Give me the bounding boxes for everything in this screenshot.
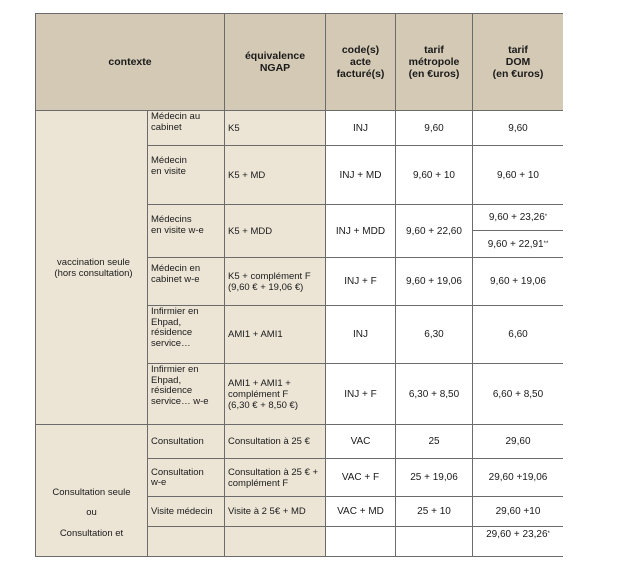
row-ngap <box>225 527 326 557</box>
row-tarif-metropole <box>396 527 473 557</box>
row-tarif-metropole: 9,60 + 19,06 <box>396 258 473 306</box>
row-code: INJ + F <box>326 258 396 306</box>
row-code: VAC + F <box>326 459 396 497</box>
row-ngap: K5 + complément F (9,60 € + 19,06 €) <box>225 258 326 306</box>
row-tarif-metropole: 6,30 <box>396 306 473 364</box>
row-ngap: AMI1 + AMI1 <box>225 306 326 364</box>
row-tarif-dom: 6,60 <box>473 306 564 364</box>
dom-tarif-a: 9,60 + 23,26 * <box>473 205 563 231</box>
row-tarif-metropole: 9,60 + 10 <box>396 146 473 205</box>
row-who: Médecin en visite <box>148 146 225 205</box>
header-contexte: contexte <box>36 14 225 111</box>
row-who: Infirmier en Ehpad, résidence service… <box>148 306 225 364</box>
tariff-table-frame <box>35 13 563 573</box>
row-ngap: Visite à 2 5€ + MD <box>225 497 326 527</box>
row-who: Visite médecin <box>148 497 225 527</box>
context-consultation: Consultation seule ou Consultation et <box>36 425 148 557</box>
row-code: INJ + F <box>326 364 396 425</box>
row-tarif-dom: 29,60 + 23,26* <box>473 527 564 557</box>
row-code: INJ + MDD <box>326 205 396 258</box>
row-code: INJ <box>326 306 396 364</box>
row-tarif-dom: 9,60 + 10 <box>473 146 564 205</box>
row-tarif-dom: 9,60 <box>473 111 564 146</box>
row-ngap: Consultation à 25 € <box>225 425 326 459</box>
row-code: INJ + MD <box>326 146 396 205</box>
header-row <box>36 14 564 111</box>
row-ngap: AMI1 + AMI1 + complément F (6,30 € + 8,50 €) <box>225 364 326 425</box>
row-code: INJ <box>326 111 396 146</box>
footnote-mark-single: * <box>547 531 550 537</box>
dom-tarif-b: 9,60 + 22,91 ** <box>487 238 549 250</box>
footnote-mark-double: ** <box>543 240 549 247</box>
header-code: code(s) acte facturé(s) <box>326 14 396 111</box>
row-tarif-metropole: 9,60 + 22,60 <box>396 205 473 258</box>
row-who: Médecins en visite w-e <box>148 205 225 258</box>
row-ngap: Consultation à 25 € + complément F <box>225 459 326 497</box>
row-tarif-metropole: 25 + 19,06 <box>396 459 473 497</box>
row-who: Consultation w-e <box>148 459 225 497</box>
header-equivalence: équivalence NGAP <box>225 14 326 111</box>
context-vaccination-seule: vaccination seule (hors consultation) <box>36 111 148 425</box>
row-who: Infirmier en Ehpad, résidence service… w-e <box>148 364 225 425</box>
row-ngap: K5 + MDD <box>225 205 326 258</box>
row-code: VAC + MD <box>326 497 396 527</box>
row-tarif-metropole: 9,60 <box>396 111 473 146</box>
row-who <box>148 527 225 557</box>
row-tarif-metropole: 6,30 + 8,50 <box>396 364 473 425</box>
row-who: Médecin au cabinet <box>148 111 225 146</box>
row-code <box>326 527 396 557</box>
row-tarif-metropole: 25 <box>396 425 473 459</box>
tariff-table <box>35 13 563 557</box>
row-tarif-dom: 9,60 + 19,06 <box>473 258 564 306</box>
header-tarif-metropole: tarif métropole (en €uros) <box>396 14 473 111</box>
footnote-mark-single: * <box>544 214 548 220</box>
row-who: Consultation <box>148 425 225 459</box>
row-ngap: K5 + MD <box>225 146 326 205</box>
row-tarif-metropole: 25 + 10 <box>396 497 473 527</box>
row-tarif-dom: 6,60 + 8,50 <box>473 364 564 425</box>
row-tarif-dom <box>473 205 564 258</box>
row-code: VAC <box>326 425 396 459</box>
row-tarif-dom: 29,60 <box>473 425 564 459</box>
row-tarif-dom: 29,60 +19,06 <box>473 459 564 497</box>
row-ngap: K5 <box>225 111 326 146</box>
row-tarif-dom: 29,60 +10 <box>473 497 564 527</box>
table-row <box>36 111 564 146</box>
row-who: Médecin en cabinet w-e <box>148 258 225 306</box>
header-tarif-dom: tarif DOM (en €uros) <box>473 14 564 111</box>
table-row <box>36 425 564 459</box>
